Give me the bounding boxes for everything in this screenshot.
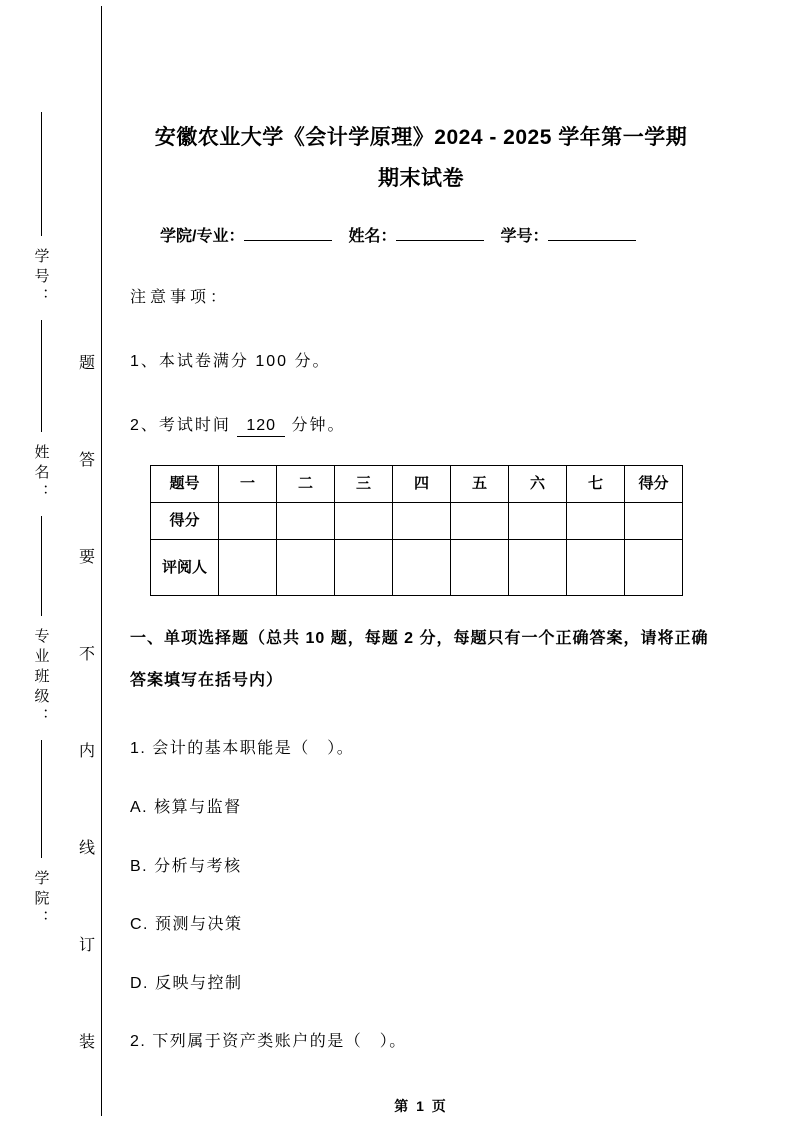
binding-notice-char: 不	[78, 646, 95, 663]
seal-field-blank-line	[41, 320, 42, 432]
binding-notice-char: 线	[78, 840, 95, 857]
info-label-name: 姓名：	[348, 227, 397, 245]
score-table-header-cell: 六	[509, 466, 567, 503]
score-table-cell	[509, 503, 567, 540]
score-table-header-cell: 一	[219, 466, 277, 503]
info-blank-college-major	[244, 226, 332, 241]
score-table-cell	[393, 540, 451, 596]
seal-field-label-name: 姓名：	[32, 444, 50, 504]
question-1-option-b: B. 分析与考核	[130, 857, 242, 875]
score-table-cell	[451, 540, 509, 596]
question-1: 1. 会计的基本职能是（ ）。	[130, 740, 355, 758]
score-table-header-cell: 二	[277, 466, 335, 503]
note-item-2-filled-blank: 120	[237, 415, 285, 438]
question-1-option-a: A. 核算与监督	[130, 799, 242, 817]
score-table-header-cell: 得分	[625, 466, 683, 503]
score-table-header-cell: 五	[451, 466, 509, 503]
seal-field-blank-line	[41, 740, 42, 858]
page-number: 第 1 页	[394, 1098, 448, 1114]
info-label-student-id: 学号：	[500, 227, 549, 245]
binding-notice-char: 题	[78, 355, 95, 372]
info-blank-name	[396, 226, 484, 241]
seal-field-label-student-id: 学号：	[32, 248, 50, 308]
score-table-cell	[567, 503, 625, 540]
score-table-cell	[335, 503, 393, 540]
exam-title: 安徽农业大学《会计学原理》2024 - 2025 学年第一学期期末试卷	[154, 126, 688, 190]
score-table-reviewer-row	[151, 540, 683, 596]
question-1-option-c: C. 预测与决策	[130, 916, 243, 934]
seal-field-blank-line	[41, 516, 42, 616]
score-table	[150, 465, 683, 596]
score-table-cell	[335, 540, 393, 596]
score-table-header-cell: 四	[393, 466, 451, 503]
score-table-row-label: 评阅人	[151, 540, 219, 596]
info-label-college-major: 学院/专业：	[160, 227, 245, 245]
score-table-header-cell: 题号	[151, 466, 219, 503]
score-table-cell	[509, 540, 567, 596]
seal-field-label-college: 学院：	[32, 870, 50, 930]
section1-heading: 一、单项选择题（总共 10 题，每题 2 分，每题只有一个正确答案，请将正确答案填写在括号内）	[130, 630, 709, 689]
seal-fields-column	[26, 112, 56, 942]
binding-line	[101, 6, 102, 1116]
score-table-cell	[277, 503, 335, 540]
info-blank-student-id	[548, 226, 636, 241]
question-2: 2. 下列属于资产类账户的是（ ）。	[130, 1033, 407, 1051]
note-item-1: 1、本试卷满分 100 分。	[130, 353, 331, 371]
note-item-2-suffix: 分钟。	[291, 416, 346, 434]
score-table-cell	[625, 540, 683, 596]
score-table-cell	[277, 540, 335, 596]
score-table-score-row	[151, 503, 683, 540]
score-table-cell	[625, 503, 683, 540]
seal-field-blank-line	[41, 112, 42, 236]
score-table-header-cell: 三	[335, 466, 393, 503]
notes-heading: 注意事项：	[130, 289, 231, 307]
binding-notice-char: 装	[78, 1034, 95, 1051]
score-table-header-row	[151, 466, 683, 503]
binding-notice-char: 内	[78, 743, 95, 760]
score-table-cell	[567, 540, 625, 596]
binding-notice-char: 要	[78, 549, 95, 566]
score-table-cell	[451, 503, 509, 540]
score-table-cell	[393, 503, 451, 540]
score-table-header-cell: 七	[567, 466, 625, 503]
score-table-cell	[219, 503, 277, 540]
note-item-2	[130, 415, 712, 438]
seal-field-label-class: 专业班级：	[32, 628, 50, 728]
score-table-cell	[219, 540, 277, 596]
exam-content	[130, 118, 712, 1116]
binding-notice-column	[77, 350, 97, 1052]
binding-notice-char: 订	[78, 937, 95, 954]
binding-notice-char: 答	[78, 452, 95, 469]
question-1-option-d: D. 反映与控制	[130, 974, 243, 992]
note-item-2-prefix: 2、考试时间	[130, 416, 231, 434]
score-table-row-label: 得分	[151, 503, 219, 540]
student-info-row	[130, 226, 712, 248]
